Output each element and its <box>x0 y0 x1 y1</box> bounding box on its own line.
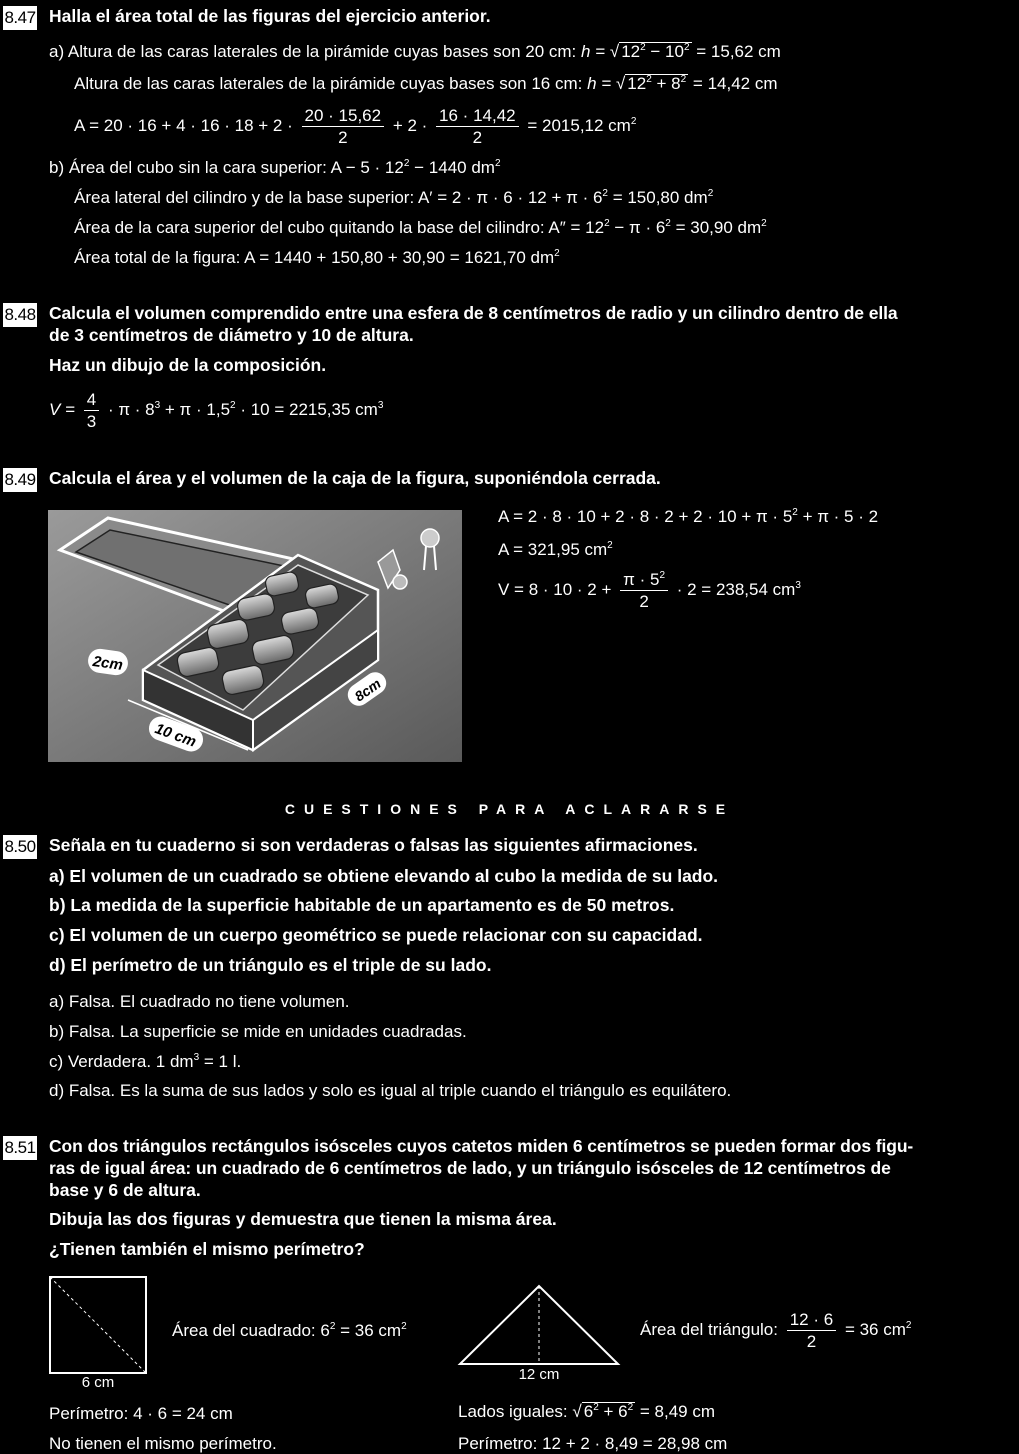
radicand: $12^2 - 10^2$ <box>621 42 690 61</box>
box-illustration <box>48 510 462 762</box>
numerator: 12 · 6 <box>787 1310 836 1331</box>
problem-title: Halla el área total de las figuras del ejercicio anterior. <box>49 6 491 26</box>
triangle-base-label: 12 cm <box>518 1366 560 1383</box>
fraction <box>84 390 99 431</box>
denominator: 2 <box>806 1332 817 1351</box>
numerator: 20 · 15,62 <box>302 106 385 127</box>
formula-result: · 2 = 238,54 $cm^3$ <box>676 579 801 599</box>
dimension-text: 10 cm <box>152 720 199 751</box>
answer-result: = 15,62 cm <box>696 42 781 61</box>
section-heading: CUESTIONES PARA ACLARARSE <box>284 801 735 817</box>
problem-number: 8.47 <box>3 6 37 30</box>
formula-lead: V = <box>49 399 75 419</box>
answer-text: Altura de las caras laterales de la pirámide cuyas bases son 16 cm: <box>74 74 583 93</box>
formula-result: · $\pi \cdot 8^3 + \pi \cdot 1,5^2 \cdot 10 = 2215,35$ $cm^3$ <box>107 399 384 419</box>
numerator: $\pi \cdot 5^2$ <box>620 570 668 591</box>
formula-line: A = 321,95 $cm^2$ <box>498 540 613 559</box>
answer-line: Área total de la figura: A = 1440 + 150,80 + 30,90 = 1621,70 $dm^2$ <box>74 248 560 267</box>
answer-line: c) Verdadera. 1 $dm^3 = 1$ l. <box>49 1052 242 1071</box>
answer-line: b) Área del cubo sin la cara superior: $A - 5 \cdot 12^2 - 1440$ $dm^2$ <box>49 158 501 177</box>
denominator: 2 <box>639 592 649 611</box>
perimeter-triangle: Perímetro: 12 + 2 · 8,49 = 28,98 cm <box>458 1434 728 1453</box>
answer-result: = 14,42 cm <box>692 74 778 93</box>
sqrt-symbol: √ <box>609 42 620 61</box>
statement: c) El volumen de un cuerpo geométrico se puede relacionar con su capacidad. <box>49 925 703 945</box>
formula-line <box>498 570 801 611</box>
problem-title: ras de igual área: un cuadrado de 6 centímetros de lado, y un triángulo isósceles de 12 centímetros de <box>49 1158 891 1178</box>
numerator: 4 <box>84 390 99 411</box>
answer-line <box>74 74 778 94</box>
answer-line: a) Falsa. El cuadrado no tiene volumen. <box>49 992 350 1011</box>
formula-mid: + 2 · <box>392 115 428 135</box>
problem-number: 8.49 <box>3 468 37 492</box>
answer-line <box>49 42 781 62</box>
problem-number: 8.50 <box>3 835 37 859</box>
problem-title: Con dos triángulos rectángulos isósceles cuyos catetos miden 6 centímetros se pueden formar dos figu- <box>49 1136 914 1156</box>
formula-lead: A = 20 · 16 + 4 · 16 · 18 + 2 · <box>74 115 293 135</box>
numerator: 16 · 14,42 <box>436 106 519 127</box>
formula-result: = 2015,12 $cm^2$ <box>527 115 637 135</box>
statement: d) El perímetro de un triángulo es el triple de su lado. <box>49 955 492 975</box>
formula-result: = 36 $cm^2$ <box>844 1319 912 1339</box>
dimension-text: 2cm <box>91 652 124 674</box>
problem-number: 8.48 <box>3 303 37 327</box>
formula-result: = 8,49 cm <box>639 1402 716 1421</box>
sqrt-symbol: √ <box>615 74 626 93</box>
statement: a) El volumen de un cuadrado se obtiene elevando al cubo la medida de su lado. <box>49 866 719 886</box>
problem-title: base y 6 de altura. <box>49 1180 201 1200</box>
formula-line <box>49 390 383 431</box>
problem-number: 8.51 <box>3 1136 37 1160</box>
radicand: $6^2 + 6^2$ <box>583 1402 634 1421</box>
problem-title: Dibuja las dos figuras y demuestra que tienen la misma área. <box>49 1209 557 1229</box>
equal-sides <box>458 1402 715 1422</box>
problem-title: Calcula el área y el volumen de la caja de la figura, suponiéndola cerrada. <box>49 468 661 488</box>
square-side-label: 6 cm <box>81 1374 115 1391</box>
fraction <box>436 106 519 147</box>
dimension-text: 8cm <box>351 675 384 705</box>
problem-title: de 3 centímetros de diámetro y 10 de altura. <box>49 325 414 345</box>
sqrt-symbol: √ <box>572 1402 582 1421</box>
denominator: 2 <box>338 128 348 147</box>
formula-lead: Área del triángulo: <box>640 1319 778 1339</box>
problem-title: Calcula el volumen comprendido entre una esfera de 8 centímetros de radio y un cilindro dentro de ella <box>49 303 898 323</box>
area-triangle <box>640 1310 911 1351</box>
answer-line: Área lateral del cilindro y de la base superior: $A' = 2 \cdot \pi \cdot 6 \cdot 12 + \pi \cdot 6^2 = 150,80$ $dm^2$ <box>74 188 714 207</box>
fraction <box>620 570 668 611</box>
problem-title: Señala en tu cuaderno si son verdaderas o falsas las siguientes afirmaciones. <box>49 835 698 855</box>
answer-text: a) Altura de las caras laterales de la pirámide cuyas bases son 20 cm: <box>49 42 577 61</box>
answer-line: Área de la cara superior del cubo quitando la base del cilindro: $A'' = 12^2 - \pi \cdot 6^2 = 30,90$ $dm^2$ <box>74 218 767 237</box>
square-figure <box>48 1275 150 1391</box>
answer-line: b) Falsa. La superficie se mide en unidades cuadradas. <box>49 1022 467 1041</box>
formula-lead: V = 8 · 10 · 2 + <box>498 579 612 599</box>
formula-line <box>74 106 636 147</box>
formula-lead: Lados iguales: <box>458 1402 568 1421</box>
radicand: $12^2 + 8^2$ <box>627 74 687 93</box>
problem-title: ¿Tienen también el mismo perímetro? <box>49 1239 365 1259</box>
area-square: Área del cuadrado: $6^2 = 36$ $cm^2$ <box>172 1321 407 1340</box>
fraction <box>302 106 385 147</box>
fraction <box>787 1310 836 1351</box>
conclusion: No tienen el mismo perímetro. <box>49 1434 277 1453</box>
formula-line: $A = 2 \cdot 8 \cdot 10 + 2 \cdot 8 \cdot 2 + 2 \cdot 10 + \pi \cdot 5^2 + \pi \cdot 5 \cdot 2$ <box>498 507 879 526</box>
answer-line: d) Falsa. Es la suma de sus lados y solo es igual al triple cuando el triángulo es equilátero. <box>49 1081 732 1100</box>
math-var: h = <box>581 42 606 61</box>
denominator: 3 <box>86 412 97 431</box>
problem-title: Haz un dibujo de la composición. <box>49 355 327 375</box>
perimeter-square: Perímetro: 4 · 6 = 24 cm <box>49 1404 233 1423</box>
denominator: 2 <box>472 128 483 147</box>
statement: b) La medida de la superficie habitable de un apartamento es de 50 metros. <box>49 895 675 915</box>
math-var: h = <box>587 74 612 93</box>
triangle-figure <box>456 1284 622 1384</box>
